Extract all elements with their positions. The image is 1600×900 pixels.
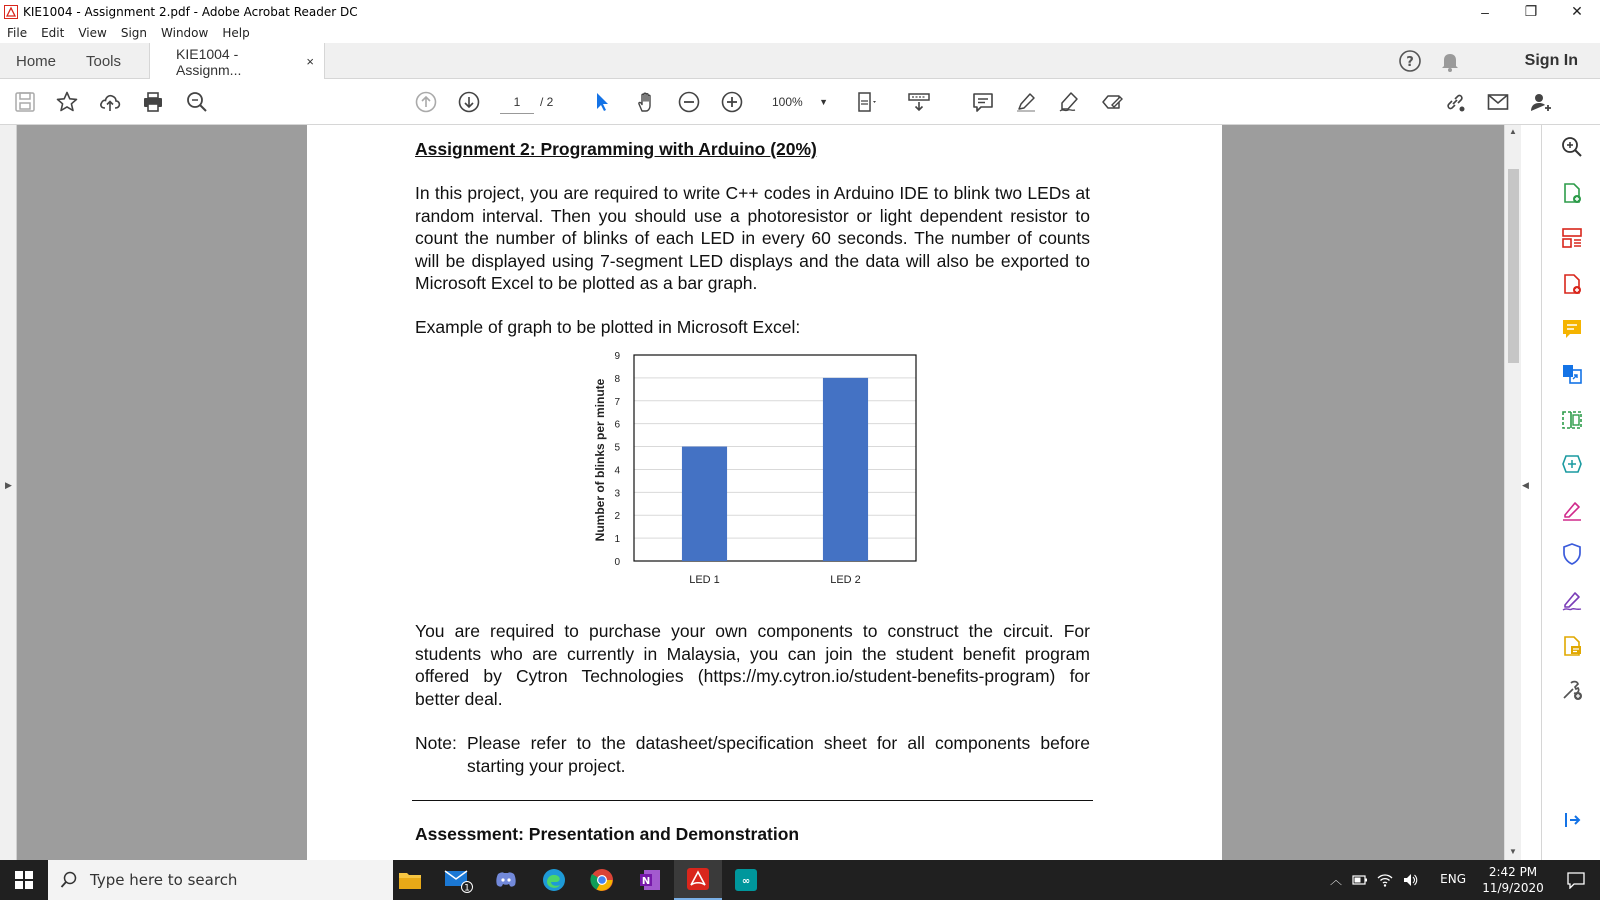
plot-area-border (634, 355, 916, 561)
window-title: KIE1004 - Assignment 2.pdf - Adobe Acrobat Reader DC (23, 4, 358, 19)
note-label: Note: (415, 733, 457, 753)
svg-text:∞: ∞ (741, 876, 751, 887)
discord-icon[interactable] (482, 860, 530, 900)
bookmark-star-icon[interactable] (53, 88, 81, 116)
tab-tools[interactable]: Tools (86, 52, 122, 70)
edge-browser-icon[interactable] (530, 860, 578, 900)
x-tick-label: LED 1 (689, 574, 720, 586)
expand-nav-pane-icon[interactable]: ▶ (5, 480, 12, 490)
y-tick-label: 3 (614, 488, 620, 500)
scan-ocr-icon[interactable] (1559, 451, 1585, 477)
bar (823, 378, 868, 561)
section-divider (412, 800, 1093, 801)
y-tick-label: 1 (614, 534, 620, 546)
intro-paragraph: In this project, you are required to write C++ codes in Arduino IDE to blink two LEDs at random interval. Then you should use a photoresistor or light dependent resistor to count the number of blinks of each LED in every 60 seconds. The number of counts will be displayed using 7-segment LED displays and the data will also be exported to Microsoft Excel to be plotted as a bar graph. (415, 183, 1090, 293)
export-pdf-icon[interactable] (1559, 271, 1585, 297)
menu-bar (0, 23, 1600, 43)
chrome-browser-icon[interactable] (578, 860, 626, 900)
protect-shield-icon[interactable] (1559, 541, 1585, 567)
zoom-search-icon[interactable] (1559, 134, 1585, 160)
tab-row (0, 43, 1600, 79)
request-signature-icon[interactable] (1559, 587, 1585, 613)
tab-document[interactable] (149, 43, 325, 80)
scrollbar-thumb[interactable] (1508, 169, 1519, 363)
toolbar (0, 79, 1600, 125)
zoom-in-icon[interactable] (718, 88, 746, 116)
blinks-bar-chart (590, 350, 930, 590)
onenote-icon[interactable] (626, 860, 674, 900)
fill-sign-icon[interactable] (1098, 88, 1126, 116)
close-window-button[interactable]: ✕ (1571, 3, 1583, 19)
scroll-up-icon[interactable]: ▲ (1509, 127, 1517, 136)
hand-tool-icon[interactable] (632, 88, 660, 116)
tab-document-label: KIE1004 - Assignm... (176, 45, 242, 78)
sign-in-button[interactable]: Sign In (1524, 52, 1578, 69)
y-tick-label: 0 (614, 557, 620, 568)
add-person-icon[interactable] (1527, 88, 1555, 116)
wifi-icon[interactable] (1377, 872, 1393, 888)
x-tick-label: LED 2 (830, 574, 861, 586)
search-icon (60, 871, 78, 889)
taskbar-search-box[interactable] (48, 860, 393, 900)
scroll-mode-icon[interactable] (905, 88, 933, 116)
y-tick-label: 8 (614, 373, 620, 385)
notification-center-icon[interactable] (1566, 871, 1586, 889)
y-tick-label: 9 (614, 351, 620, 362)
chevron-up-icon[interactable]: ︿ (1329, 873, 1342, 887)
page-fit-icon[interactable] (854, 88, 882, 116)
y-tick-label: 4 (614, 465, 620, 477)
input-language[interactable]: ENG (1440, 872, 1466, 886)
compress-pdf-icon[interactable] (1559, 407, 1585, 433)
left-nav-pane[interactable] (0, 125, 17, 860)
svg-text:N: N (641, 876, 651, 887)
battery-icon[interactable] (1352, 873, 1368, 887)
create-pdf-icon[interactable] (1559, 180, 1585, 206)
vertical-scrollbar[interactable] (1504, 125, 1521, 860)
help-icon[interactable] (1396, 47, 1424, 75)
system-clock[interactable] (1478, 864, 1548, 896)
close-tab-icon[interactable]: × (306, 54, 314, 69)
scroll-down-icon[interactable]: ▼ (1509, 847, 1517, 856)
menu-edit[interactable]: Edit (41, 26, 65, 40)
y-tick-label: 7 (614, 396, 620, 408)
sign-pen-icon[interactable] (1055, 88, 1083, 116)
acrobat-app-icon (4, 5, 18, 19)
file-explorer-icon[interactable] (386, 860, 434, 900)
fill-and-sign-icon[interactable] (1559, 497, 1585, 523)
page-number-input[interactable]: 1 (500, 90, 534, 114)
note-text: Please refer to the datasheet/specification sheet for all components before starting your project. (467, 733, 1090, 776)
menu-view[interactable]: View (78, 26, 107, 40)
restore-button[interactable]: ❐ (1524, 3, 1538, 19)
zoom-out-icon[interactable] (675, 88, 703, 116)
notifications-bell-icon[interactable] (1436, 47, 1464, 75)
menu-sign[interactable]: Sign (120, 26, 148, 40)
y-tick-label: 5 (614, 442, 620, 454)
search-zoom-icon[interactable] (183, 88, 211, 116)
menu-window[interactable]: Window (161, 26, 209, 40)
search-placeholder: Type here to search (90, 871, 238, 889)
print-icon[interactable] (139, 88, 167, 116)
windows-taskbar (0, 860, 1600, 900)
add-comment-icon[interactable] (1559, 316, 1585, 342)
y-tick-label: 6 (614, 419, 620, 431)
volume-icon[interactable] (1402, 872, 1418, 888)
email-icon[interactable] (1484, 88, 1512, 116)
windows-start-icon[interactable] (0, 860, 48, 900)
menu-file[interactable]: File (7, 26, 28, 40)
upload-cloud-icon[interactable] (96, 88, 124, 116)
acrobat-taskbar-icon[interactable] (674, 860, 722, 900)
mail-badge: 1 (464, 883, 470, 893)
clock-date: 11/9/2020 (1482, 881, 1544, 895)
example-graph-label: Example of graph to be plotted in Microsoft Excel: (415, 317, 801, 337)
send-for-comments-icon[interactable] (1559, 633, 1585, 659)
more-tools-icon[interactable] (1559, 677, 1585, 703)
select-cursor-icon[interactable] (588, 88, 616, 116)
title-bar (0, 0, 1600, 23)
y-axis-label: Number of blinks per minute (593, 378, 607, 542)
save-icon[interactable] (11, 88, 39, 116)
arduino-ide-icon[interactable] (722, 860, 770, 900)
mail-icon[interactable] (434, 860, 482, 900)
svg-text:?: ? (1406, 55, 1414, 70)
collapse-tools-pane-icon[interactable]: ◀ (1522, 480, 1529, 490)
menu-help[interactable]: Help (222, 26, 250, 40)
organize-pages-icon[interactable] (1559, 225, 1585, 251)
assignment-heading: Assignment 2: Programming with Arduino (20%) (415, 139, 817, 159)
page-total-label: / 2 (540, 95, 554, 109)
combine-files-icon[interactable] (1559, 361, 1585, 387)
y-tick-label: 2 (614, 511, 620, 523)
zoom-level-dropdown[interactable] (760, 90, 834, 114)
comment-icon[interactable] (969, 88, 997, 116)
tools-pane (1541, 125, 1600, 860)
expand-pane-icon[interactable] (1559, 807, 1585, 833)
share-link-icon[interactable] (1441, 88, 1469, 116)
minimize-button[interactable]: – (1481, 3, 1489, 20)
clock-time: 2:42 PM (1488, 865, 1538, 879)
next-page-icon[interactable] (455, 88, 483, 116)
components-paragraph: You are required to purchase your own components to construct the circuit. For students who are currently in Malaysia, you can join the student benefit program offered by Cytron Technologies (https://my.cytron.io/student-benefits-program) for better deal. (415, 621, 1090, 709)
zoom-level-value: 100% (772, 95, 803, 109)
chevron-down-icon: ▼ (819, 97, 828, 107)
tab-home[interactable]: Home (16, 52, 57, 70)
assessment-heading: Assessment: Presentation and Demonstration (415, 824, 800, 844)
highlight-pen-icon[interactable] (1012, 88, 1040, 116)
bar (682, 447, 727, 561)
previous-page-icon[interactable] (412, 88, 440, 116)
